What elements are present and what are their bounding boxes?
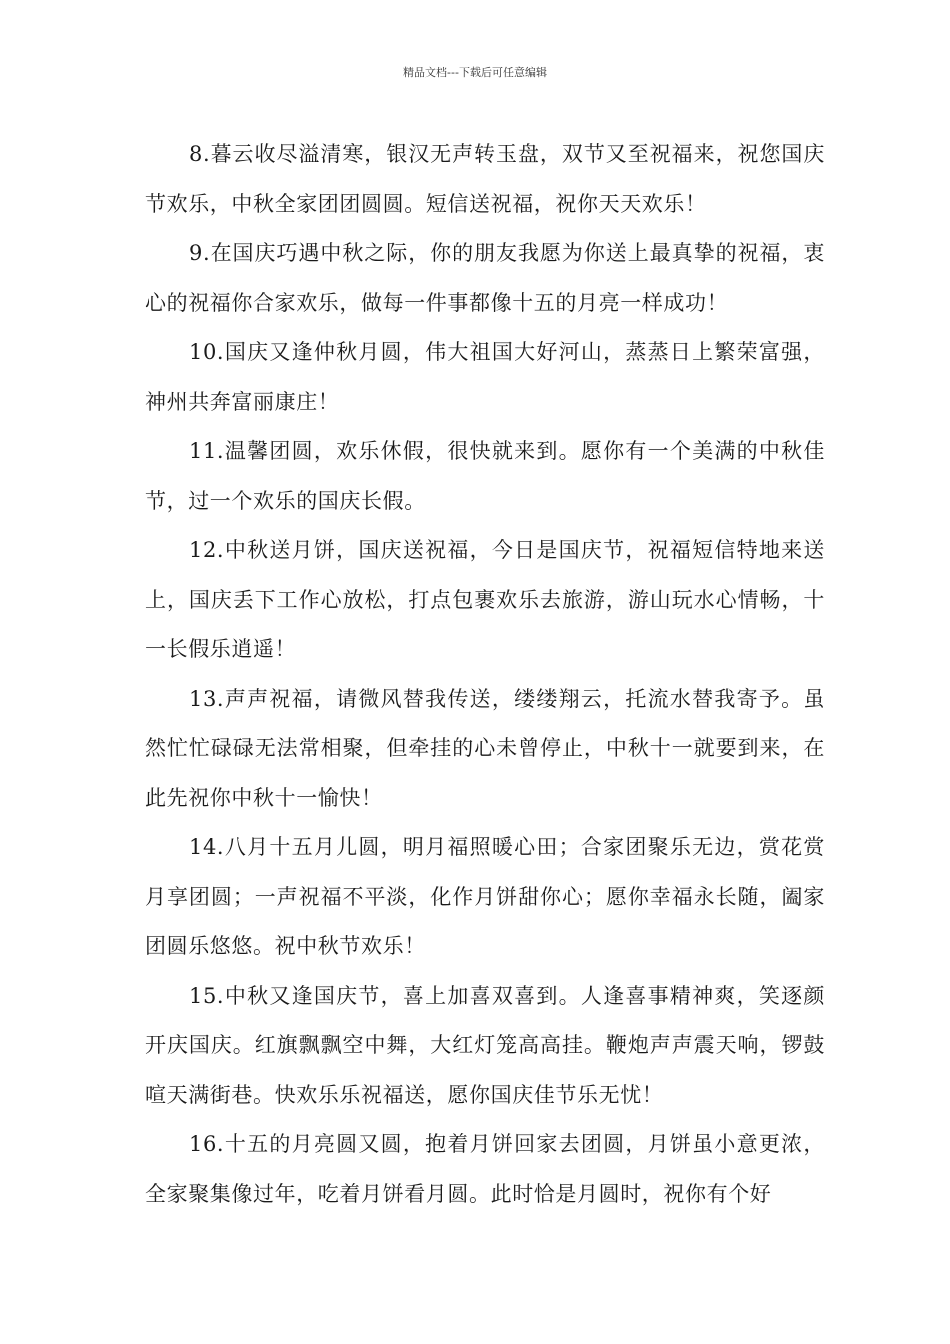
paragraph-13: 13.声声祝福，请微风替我传送，缕缕翔云，托流水替我寄予。虽然忙忙碌碌无法常相聚，但牵挂的心未曾停止，中秋十一就要到来，在此先祝你中秋十一愉快！	[145, 686, 825, 810]
page-header: 精品文档---下载后可任意编辑	[403, 66, 547, 79]
document-body	[145, 130, 825, 1219]
paragraph-8: 8.暮云收尽溢清寒，银汉无声转玉盘，双节又至祝福来，祝您国庆节欢乐，中秋全家团团圆圆。短信送祝福，祝你天天欢乐！	[145, 142, 825, 216]
paragraph-15: 15.中秋又逢国庆节，喜上加喜双喜到。人逢喜事精神爽，笑逐颜开庆国庆。红旗飘飘空中舞，大红灯笼高高挂。鞭炮声声震天响，锣鼓喧天满街巷。快欢乐乐祝福送，愿你国庆佳节乐无忧！	[145, 983, 825, 1107]
paragraph-12: 12.中秋送月饼，国庆送祝福，今日是国庆节，祝福短信特地来送上，国庆丢下工作心放松，打点包裹欢乐去旅游，游山玩水心情畅，十一长假乐逍遥！	[145, 538, 825, 661]
paragraph-16: 16.十五的月亮圆又圆，抱着月饼回家去团圆，月饼虽小意更浓，全家聚集像过年，吃着月饼看月圆。此时恰是月圆时，祝你有个好	[145, 1132, 825, 1206]
paragraph-9: 9.在国庆巧遇中秋之际，你的朋友我愿为你送上最真挚的祝福，衷心的祝福你合家欢乐，做每一件事都像十五的月亮一样成功！	[145, 241, 825, 315]
paragraph-14: 14.八月十五月儿圆，明月福照暖心田；合家团聚乐无边，赏花赏月享团圆；一声祝福不平淡，化作月饼甜你心；愿你幸福永长随，阖家团圆乐悠悠。祝中秋节欢乐！	[145, 835, 825, 958]
paragraph-11: 11.温馨团圆，欢乐休假，很快就来到。愿你有一个美满的中秋佳节，过一个欢乐的国庆长假。	[145, 439, 825, 513]
paragraph-10: 10.国庆又逢仲秋月圆，伟大祖国大好河山，蒸蒸日上繁荣富强，神州共奔富丽康庄！	[145, 340, 825, 414]
